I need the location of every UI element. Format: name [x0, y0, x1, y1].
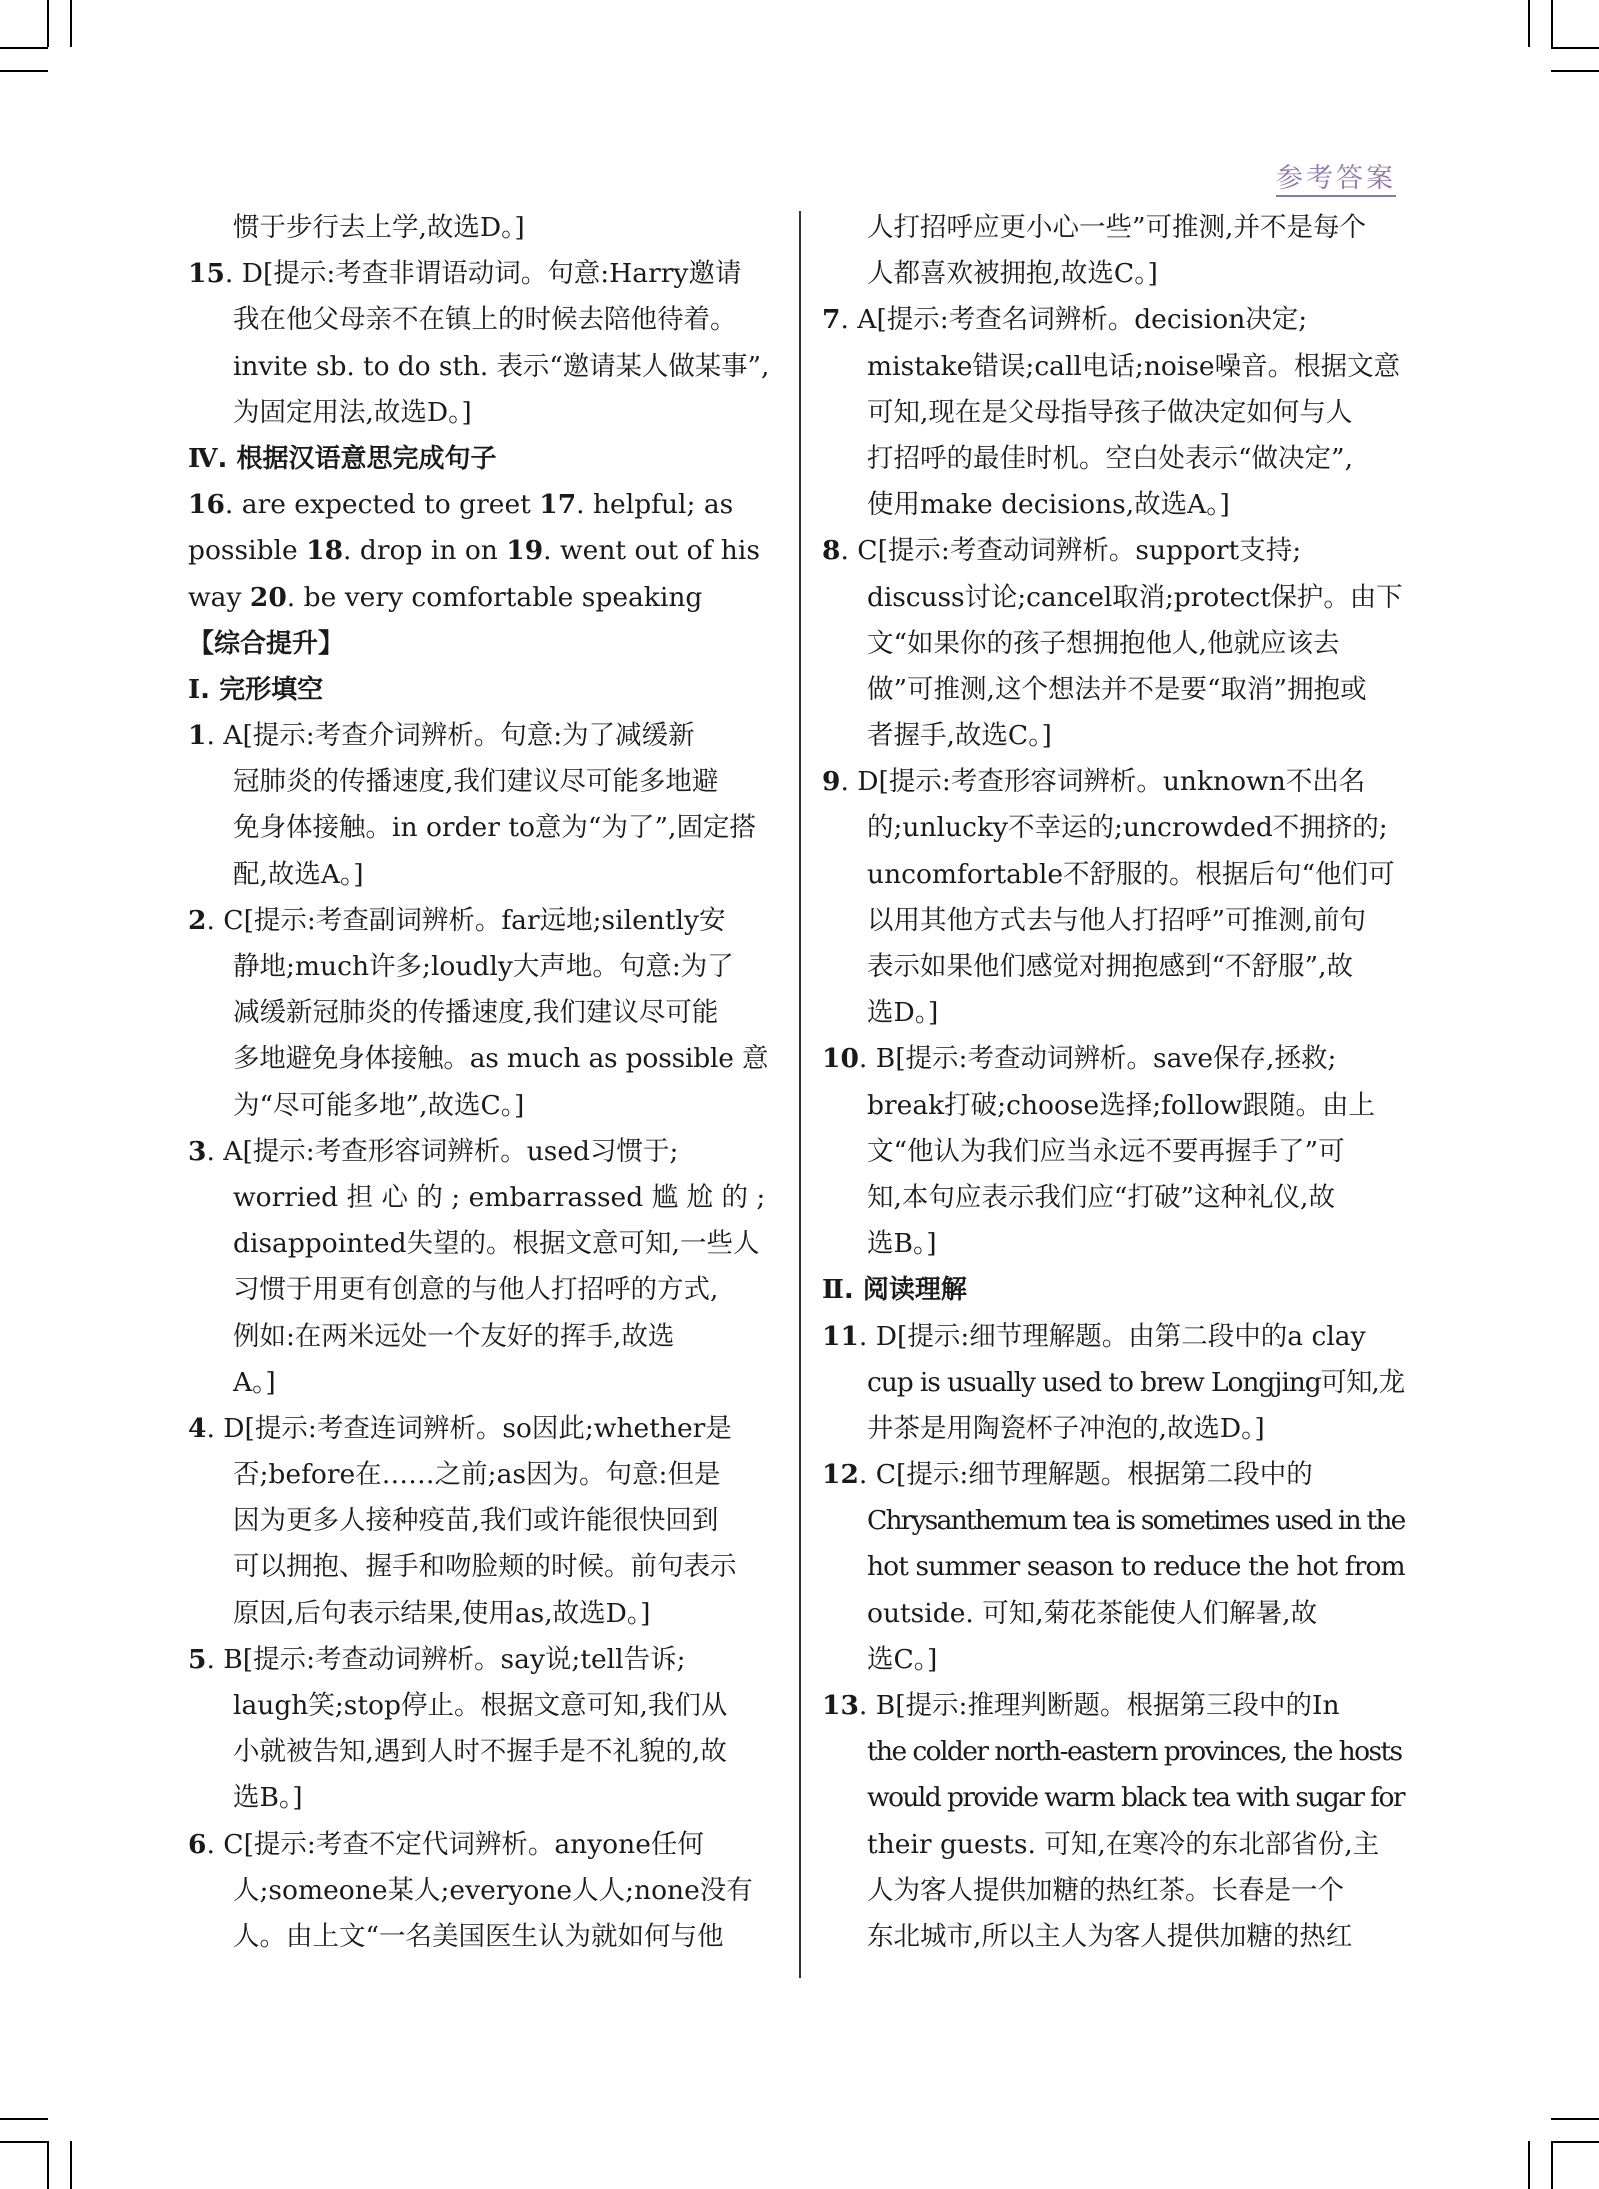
crop-mark-top-left-v1: [47, 0, 49, 47]
roman-numeral: Ⅰ: [188, 674, 201, 705]
answer-first-line: [822, 297, 1407, 343]
line-content: 人;someone某人;everyone人人;none没有: [233, 1874, 753, 1906]
crop-mark-bottom-left-h1: [0, 2118, 48, 2120]
line-content: [822, 1452, 1313, 1498]
answer-item-12: [822, 1452, 1407, 1683]
answer-text: . went out of his: [543, 535, 760, 567]
answer-item-6: [188, 1822, 773, 1961]
line-content: 惯于步行去上学,故选D。]: [233, 212, 525, 243]
question-number: 1: [188, 720, 207, 752]
crop-mark-bottom-right-v1: [1528, 2141, 1530, 2189]
answer-line: [188, 852, 773, 898]
line-content: [188, 621, 344, 667]
answer-first-line: [188, 1637, 773, 1683]
fill-in-answer-line: [188, 482, 773, 528]
answer-line: [188, 344, 773, 390]
heading-text: 【综合提升】: [188, 628, 345, 659]
answer-line: [822, 990, 1407, 1036]
line-content: [188, 667, 323, 713]
line-content: invite sb. to do sth. 表示“邀请某人做某事”,: [233, 350, 770, 382]
answer-line: [188, 1729, 773, 1775]
answer-first-line: [188, 898, 773, 944]
question-number: 7: [822, 304, 841, 336]
answer-line: [822, 1822, 1407, 1868]
answer-first-line: [822, 759, 1407, 805]
answer-item-11: [822, 1314, 1407, 1453]
answer-line: [822, 1637, 1407, 1683]
answer-text: possible: [188, 535, 307, 567]
question-number: 16: [188, 489, 225, 521]
line-content: 文“他认为我们应当永远不要再握手了”可: [867, 1135, 1345, 1167]
line-content: 为固定用法,故选D。]: [233, 396, 472, 428]
column-divider: [799, 211, 801, 1978]
line-content: outside. 可知,菊花茶能使人们解暑,故: [867, 1597, 1318, 1629]
line-content: hot summer season to reduce the hot from: [867, 1551, 1405, 1583]
answer-line: [822, 1775, 1407, 1821]
answer-text: . D[提示:细节理解题。由第二段中的a clay: [858, 1320, 1366, 1352]
heading-text: . 阅读理解: [843, 1275, 967, 1306]
line-content: 为“尽可能多地”,故选C。]: [233, 1089, 525, 1121]
answer-line: [822, 1083, 1407, 1129]
answer-item-10: [822, 1036, 1407, 1267]
line-content: uncomfortable不舒服的。根据后句“他们可: [867, 858, 1395, 890]
answer-text: . D[提示:考查连词辨析。so因此;whether是: [206, 1412, 732, 1444]
answer-line: [188, 1360, 773, 1406]
line-content: [822, 1036, 1336, 1082]
line-content: [822, 297, 1307, 343]
answer-line: [188, 990, 773, 1036]
line-content: 选C。]: [867, 1643, 938, 1675]
answer-item-5: [188, 1637, 773, 1822]
answer-text: . helpful; as: [576, 489, 734, 521]
answer-line: [822, 852, 1407, 898]
line-content: [822, 1314, 1366, 1360]
answer-line: [822, 805, 1407, 851]
line-content: 原因,后句表示结果,使用as,故选D。]: [233, 1597, 651, 1629]
answer-item-8: [822, 528, 1407, 759]
answer-line: [822, 1914, 1407, 1960]
answer-line: [822, 575, 1407, 621]
answer-text: . A[提示:考查介词辨析。句意:为了减缓新: [206, 720, 695, 752]
line-content: would provide warm black tea with sugar for: [867, 1782, 1404, 1814]
answer-line: [822, 390, 1407, 436]
line-content: [188, 575, 702, 621]
section-header-answer-key: 参考答案: [1276, 163, 1396, 194]
line-content: [188, 251, 741, 297]
answer-line: [822, 713, 1407, 759]
answer-first-line: [188, 713, 773, 759]
line-content: their guests. 可知,在寒冷的东北部省份,主: [867, 1828, 1380, 1860]
heading-text: . 完形填空: [200, 674, 324, 705]
line-content: 否;before在……之前;as因为。句意:但是: [233, 1459, 721, 1491]
answer-text: . are expected to greet: [224, 489, 540, 521]
line-content: 选B。]: [867, 1228, 937, 1260]
section-heading: [188, 667, 773, 713]
line-content: [188, 1129, 678, 1175]
answer-line: [188, 297, 773, 343]
line-content: [188, 1822, 704, 1868]
answer-line: [822, 1360, 1407, 1406]
answer-line: [188, 1544, 773, 1590]
left-column: [188, 205, 773, 1960]
answer-line: [188, 944, 773, 990]
answer-line: [822, 1544, 1407, 1590]
answer-item-7: [822, 297, 1407, 528]
roman-numeral: Ⅳ: [188, 443, 218, 474]
line-content: break打破;choose选择;follow跟随。由上: [867, 1089, 1375, 1121]
continuation-line: [188, 205, 773, 251]
crop-mark-top-right-v2: [1551, 0, 1553, 47]
answer-text: . A[提示:考查形容词辨析。used习惯于;: [206, 1135, 679, 1167]
line-content: Chrysanthemum tea is sometimes used in the: [867, 1505, 1405, 1537]
answer-item-9: [822, 759, 1407, 1036]
question-number: 12: [822, 1459, 859, 1491]
line-content: 冠肺炎的传播速度,我们建议尽可能多地避: [233, 766, 719, 798]
line-content: mistake错误;call电话;noise噪音。根据文意: [867, 350, 1401, 382]
question-number: 3: [188, 1135, 207, 1167]
question-number: 20: [249, 581, 287, 613]
answer-text: . B[提示:推理判断题。根据第三段中的In: [858, 1690, 1340, 1721]
line-content: disappointed失望的。根据文意可知,一些人: [233, 1228, 760, 1260]
line-content: [188, 436, 496, 482]
answer-item-4: [188, 1406, 773, 1637]
line-content: 的;unlucky不幸运的;uncrowded不拥挤的;: [867, 812, 1388, 844]
question-number: 19: [506, 535, 544, 567]
line-content: [822, 759, 1365, 805]
answer-text: . D[提示:考查形容词辨析。unknown不出名: [840, 766, 1366, 798]
answer-first-line: [188, 251, 773, 297]
question-number: 11: [822, 1320, 859, 1352]
section-heading: [188, 436, 773, 482]
answer-first-line: [822, 1452, 1407, 1498]
line-content: 做”可推测,这个想法并不是要“取消”拥抱或: [867, 673, 1367, 705]
crop-mark-bottom-left-v2: [70, 2141, 72, 2189]
line-content: [188, 898, 725, 944]
question-number: 6: [188, 1828, 207, 1860]
answer-line: [188, 390, 773, 436]
answer-item-3: [188, 1129, 773, 1406]
crop-mark-bottom-left-v1: [47, 2141, 49, 2189]
answer-line: [188, 1591, 773, 1637]
answer-line: [188, 805, 773, 851]
line-content: 使用make decisions,故选A。]: [867, 489, 1230, 521]
line-content: A。]: [233, 1366, 276, 1398]
answer-line: [822, 1221, 1407, 1267]
answer-line: [188, 1221, 773, 1267]
fill-in-answer-line: [188, 528, 773, 574]
answer-text: . C[提示:考查副词辨析。far远地;silently安: [206, 904, 726, 936]
line-content: 人都喜欢被拥抱,故选C。]: [867, 258, 1158, 290]
answer-first-line: [188, 1822, 773, 1868]
crop-mark-top-left-h2: [0, 70, 48, 72]
line-content: 减缓新冠肺炎的传播速度,我们建议尽可能: [233, 997, 719, 1029]
roman-numeral: Ⅱ: [822, 1275, 844, 1306]
crop-mark-top-right-h1: [1551, 47, 1599, 49]
line-content: [188, 1637, 686, 1683]
line-content: [188, 482, 733, 528]
answer-line: [188, 1498, 773, 1544]
answer-first-line: [822, 1683, 1407, 1729]
section-heading: [188, 621, 773, 667]
line-content: 习惯于用更有创意的与他人打招呼的方式,: [233, 1274, 719, 1306]
right-column: [822, 205, 1407, 1960]
answer-line: [188, 1683, 773, 1729]
line-content: 免身体接触。in order to意为“为了”,固定搭: [233, 812, 756, 844]
answer-text: . A[提示:考查名词辨析。decision决定;: [840, 304, 1308, 336]
answer-line: [188, 1036, 773, 1082]
answer-first-line: [822, 528, 1407, 574]
line-content: 井茶是用陶瓷杯子冲泡的,故选D。]: [867, 1412, 1265, 1444]
answer-first-line: [822, 1314, 1407, 1360]
answer-text: . B[提示:考查动词辨析。say说;tell告诉;: [206, 1643, 686, 1675]
continuation-line: [822, 251, 1407, 297]
answer-item-1: [188, 713, 773, 898]
heading-text: . 根据汉语意思完成句子: [217, 443, 497, 474]
question-number: 5: [188, 1643, 207, 1675]
question-number: 18: [306, 535, 344, 567]
answer-line: [822, 667, 1407, 713]
answer-line: [822, 1129, 1407, 1175]
answer-first-line: [188, 1129, 773, 1175]
line-content: worried 担 心 的 ; embarrassed 尴 尬 的 ;: [233, 1181, 766, 1213]
answer-line: [822, 482, 1407, 528]
answer-item-15: [188, 251, 773, 436]
answer-line: [188, 1775, 773, 1821]
answer-line: [822, 898, 1407, 944]
crop-mark-top-right-h2: [1551, 70, 1599, 72]
line-content: 者握手,故选C。]: [867, 720, 1052, 752]
line-content: [822, 528, 1301, 574]
answer-line: [188, 759, 773, 805]
answer-line: [822, 344, 1407, 390]
answer-text: way: [188, 581, 250, 613]
crop-mark-bottom-left-h2: [0, 2141, 48, 2143]
answer-line: [188, 1175, 773, 1221]
line-content: 例如:在两米远处一个友好的挥手,故选: [233, 1320, 675, 1352]
fill-in-answer-line: [188, 575, 773, 621]
answer-line: [822, 1591, 1407, 1637]
answer-line: [188, 1914, 773, 1960]
answer-line: [188, 1868, 773, 1914]
answer-line: [822, 436, 1407, 482]
question-number: 8: [822, 535, 841, 567]
question-number: 2: [188, 904, 207, 936]
crop-mark-top-left-h1: [0, 47, 48, 49]
answer-item-13: [822, 1683, 1407, 1960]
answer-text: . C[提示:细节理解题。根据第二段中的: [858, 1459, 1313, 1491]
line-content: 可以拥抱、握手和吻脸颊的时候。前句表示: [233, 1551, 737, 1583]
answer-line: [822, 621, 1407, 667]
line-content: 东北城市,所以主人为客人提供加糖的热红: [867, 1920, 1353, 1952]
question-number: 13: [822, 1690, 859, 1721]
answer-text: . D[提示:考查非谓语动词。句意:Harry邀请: [224, 258, 742, 290]
line-content: 人打招呼应更小心一些”可推测,并不是每个: [867, 212, 1366, 243]
line-content: [822, 1683, 1340, 1729]
question-number: 15: [188, 258, 225, 290]
line-content: 静地;much许多;loudly大声地。句意:为了: [233, 951, 734, 982]
answer-text: . C[提示:考查动词辨析。support支持;: [840, 535, 1302, 567]
answer-text: . B[提示:考查动词辨析。save保存,拯救;: [858, 1043, 1337, 1075]
answer-line: [822, 1175, 1407, 1221]
line-content: 选D。]: [867, 997, 939, 1029]
line-content: 以用其他方式去与他人打招呼”可推测,前句: [867, 904, 1366, 936]
line-content: 表示如果他们感觉对拥抱感到“不舒服”,故: [867, 951, 1354, 982]
answer-line: [822, 1729, 1407, 1775]
header-underline: [1276, 195, 1396, 197]
answer-line: [188, 1267, 773, 1313]
answer-line: [188, 1314, 773, 1360]
line-content: 多地避免身体接触。as much as possible 意: [233, 1043, 769, 1075]
line-content: the colder north-eastern provinces, the hosts: [867, 1736, 1402, 1768]
line-content: 选B。]: [233, 1782, 303, 1814]
line-content: 小就被告知,遇到人时不握手是不礼貌的,故: [233, 1736, 727, 1768]
line-content: [188, 1406, 732, 1452]
answer-line: [188, 1083, 773, 1129]
answer-line: [822, 1868, 1407, 1914]
line-content: [822, 1267, 967, 1313]
answer-text: . be very comfortable speaking: [286, 581, 703, 613]
question-number: 9: [822, 766, 841, 798]
answer-line: [822, 944, 1407, 990]
line-content: 可知,现在是父母指导孩子做决定如何与人: [867, 396, 1353, 428]
crop-mark-top-left-v2: [70, 0, 72, 47]
answer-first-line: [188, 1406, 773, 1452]
crop-mark-bottom-right-h2: [1551, 2141, 1599, 2143]
question-number: 10: [822, 1043, 859, 1075]
line-content: discuss讨论;cancel取消;protect保护。由下: [867, 581, 1403, 613]
line-content: [188, 528, 760, 574]
answer-text: . C[提示:考查不定代词辨析。anyone任何: [206, 1828, 704, 1860]
line-content: 知,本句应表示我们应“打破”这种礼仪,故: [867, 1181, 1335, 1213]
crop-mark-bottom-right-h1: [1551, 2118, 1599, 2120]
answer-line: [822, 1498, 1407, 1544]
question-number: 4: [188, 1412, 207, 1444]
line-content: [188, 713, 695, 759]
section-heading: [822, 1267, 1407, 1313]
answer-text: . drop in on: [343, 535, 507, 567]
crop-mark-bottom-right-v2: [1551, 2141, 1553, 2189]
question-number: 17: [539, 489, 577, 521]
crop-mark-top-right-v1: [1528, 0, 1530, 47]
answer-first-line: [822, 1036, 1407, 1082]
continuation-line: [822, 205, 1407, 251]
answer-line: [822, 1406, 1407, 1452]
answer-item-2: [188, 898, 773, 1129]
line-content: 配,故选A。]: [233, 858, 364, 890]
line-content: 因为更多人接种疫苗,我们或许能很快回到: [233, 1505, 719, 1537]
line-content: 打招呼的最佳时机。空白处表示“做决定”,: [867, 442, 1354, 474]
answer-line: [188, 1452, 773, 1498]
line-content: 人为客人提供加糖的热红茶。长春是一个: [867, 1874, 1344, 1906]
line-content: 文“如果你的孩子想拥抱他人,他就应该去: [867, 627, 1340, 659]
line-content: 我在他父母亲不在镇上的时候去陪他待着。: [233, 304, 737, 336]
line-content: laugh笑;stop停止。根据文意可知,我们从: [233, 1690, 728, 1721]
line-content: cup is usually used to brew Longjing可知,龙: [867, 1366, 1405, 1398]
line-content: 人。由上文“一名美国医生认为就如何与他: [233, 1920, 724, 1952]
